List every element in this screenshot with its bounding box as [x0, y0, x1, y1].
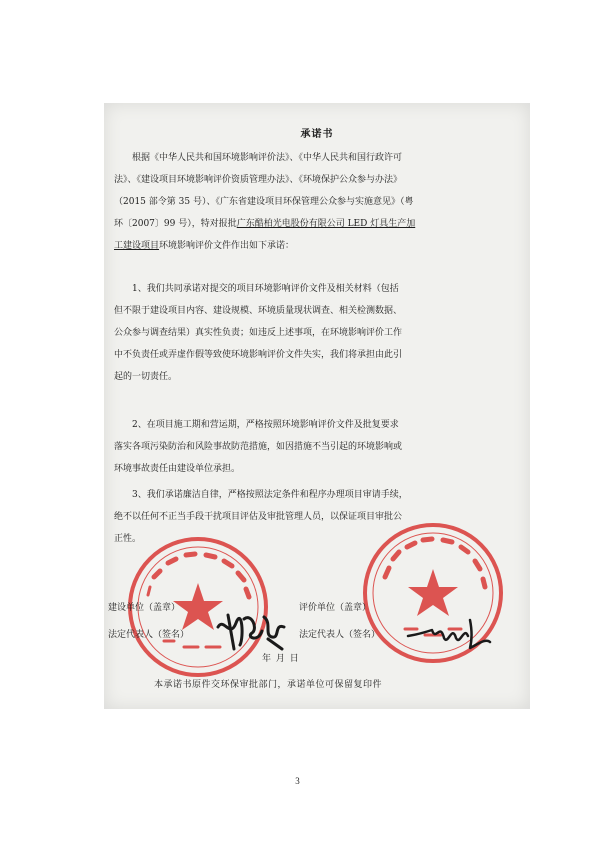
text-line: 根据《中华人民共和国环境影响评价法》、《中华人民共和国行政许可 [132, 153, 403, 163]
date-line: 年 月 日 [262, 654, 300, 664]
text-line: 公众参与调查结果）真实性负责；如违反上述事项，在环境影响评价工作 [114, 328, 403, 338]
text-segment: 环境影响评价文件作出如下承诺： [159, 241, 295, 251]
scanned-document [104, 103, 530, 709]
project-name-underlined: 工建设项目 [114, 241, 160, 251]
text-line: 绝不以任何不正当手段干扰项目评估及审批管理人员，以保证项目审批公 [114, 512, 403, 522]
legal-representative-right-label: 法定代表人（签名） [299, 630, 381, 640]
text-line: 1、我们共同承诺对提交的项目环境影响评价文件及相关材料（包括 [132, 284, 399, 294]
text-line: 正性。 [114, 534, 142, 544]
text-line [114, 235, 522, 257]
text-line: 起的一切责任。 [114, 372, 178, 382]
footer-note: 本承诺书原件交环保审批部门，承诺单位可保留复印件 [154, 680, 383, 690]
paragraph-legal-basis [114, 147, 522, 257]
text-line: 3、我们承诺廉洁自律，严格按照法定条件和程序办理项目审请手续， [132, 490, 408, 500]
text-line: （2015 部令第 35 号）、《广东省建设项目环保管理公众参与实施意见》（粤 [114, 197, 414, 207]
legal-representative-left-label: 法定代表人（签名） [108, 630, 190, 640]
text-line: 落实各项污染防治和风险事故防范措施，如因措施不当引起的环境影响或 [114, 442, 403, 452]
page-number: 3 [295, 776, 300, 786]
text-line [114, 213, 522, 235]
construction-unit-label: 建设单位（盖章） [108, 603, 181, 613]
evaluation-unit-label: 评价单位（盖章） [299, 603, 372, 613]
text-line: 2、在项目施工期和营运期，严格按照环境影响评价文件及批复要求 [132, 420, 399, 430]
commitment-2 [114, 414, 522, 480]
commitment-1 [114, 278, 522, 388]
handwritten-signature-right [406, 616, 492, 650]
document-title: 承诺书 [300, 129, 334, 140]
text-segment: 环〔2007〕99 号），特对报批 [114, 219, 237, 229]
text-line: 法》、《建设项目环境影响评价资质管理办法》、《环境保护公众参与办法》 [114, 175, 403, 185]
project-name-underlined: 广东酷柏光电股份有限公司 LED 灯具生产加 [236, 219, 416, 229]
text-line: 环境事故责任由建设单位承担。 [114, 464, 241, 474]
text-line: 中不负责任或弄虚作假等致使环境影响评价文件失实，我们将承担由此引 [114, 350, 403, 360]
text-line: 但不限于建设项目内容、建设规模、环境质量现状调查、相关检测数据、 [114, 306, 403, 316]
handwritten-signature-left [214, 609, 288, 653]
